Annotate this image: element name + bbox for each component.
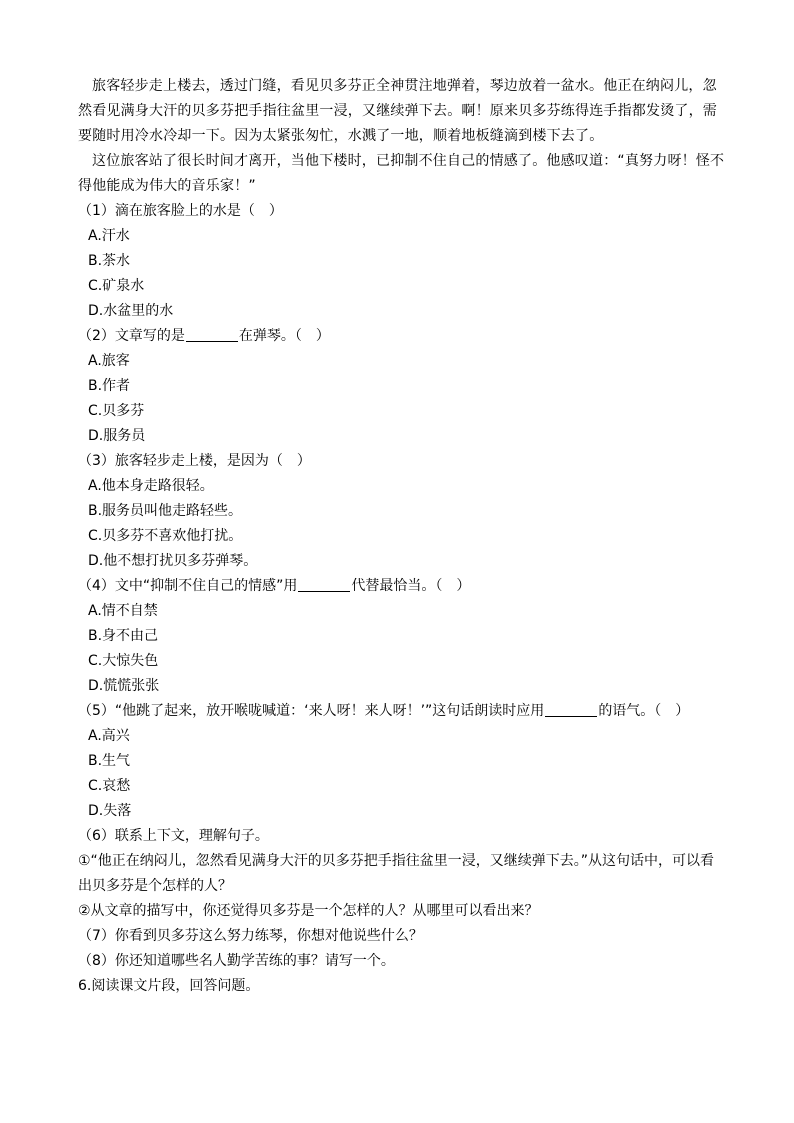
question-3-option-b: B.服务员叫他走路轻些。	[88, 503, 243, 519]
question-3-option-d: D.他不想打扰贝多芬弹琴。	[88, 553, 258, 569]
question-1-option-a: A.汗水	[88, 228, 130, 244]
question-5-option-b: B.生气	[88, 753, 131, 769]
question-2-option-a: A.旅客	[88, 353, 130, 369]
question-6-stem: （6）联系上下文，理解句子。	[78, 828, 269, 844]
question-4-stem: （4）文中“抑制不住自己的情感”用 代替最恰当。（ ）	[78, 578, 471, 594]
question-5-stem: （5）“他跳了起来，放开喉咙喊道：‘来人呀！来人呀！’”这句话朗读时应用 的语气。（ ）	[78, 703, 690, 719]
answer-blank	[545, 702, 597, 717]
question-4-option-a: A.情不自禁	[88, 603, 158, 619]
question-4-option-b: B.身不由己	[88, 628, 159, 644]
question-6-sub-1-line-2: 出贝多芬是个怎样的人？	[78, 878, 232, 894]
question-5	[78, 699, 728, 824]
question-6	[78, 824, 728, 924]
passage-paragraph-2: 这位旅客站了很长时间才离开，当他下楼时，已抑制不住自己的情感了。他感叹道：“真努力呀！怪不得他能成为伟大的音乐家！”	[78, 153, 725, 194]
question-1-option-b: B.茶水	[88, 253, 131, 269]
next-question-heading: 6.阅读课文片段，回答问题。	[78, 978, 260, 994]
passage-paragraph-1: 旅客轻步走上楼去，透过门缝，看见贝多芬正全神贯注地弹着，琴边放着一盆水。他正在纳闷儿，忽然看见满身大汗的贝多芬把手指往盆里一浸，又继续弹下去。啊！原来贝多芬练得连手指都发烫了，需要随时用冷水冷却一下。因为太紧张匆忙，水溅了一地，顺着地板缝滴到楼下去了。	[78, 78, 717, 144]
question-2-option-b: B.作者	[88, 378, 131, 394]
question-6-sub-2: ②从文章的描写中，你还觉得贝多芬是一个怎样的人？从哪里可以看出来？	[78, 903, 539, 919]
question-1-stem: （1）滴在旅客脸上的水是（ ）	[78, 203, 283, 219]
question-2	[78, 324, 728, 449]
question-5-option-a: A.高兴	[88, 728, 130, 744]
answer-blank	[186, 327, 238, 342]
question-5-option-d: D.失落	[88, 803, 132, 819]
question-1-option-c: C.矿泉水	[88, 278, 145, 294]
question-1	[78, 199, 728, 324]
question-3	[78, 449, 728, 574]
question-4	[78, 574, 728, 699]
document-page	[78, 74, 728, 999]
question-4-option-c: C.大惊失色	[88, 653, 159, 669]
question-5-option-c: C.哀愁	[88, 778, 131, 794]
question-1-option-d: D.水盆里的水	[88, 303, 174, 319]
question-8-stem: （8）你还知道哪些名人勤学苦练的事？请写一个。	[78, 953, 395, 969]
question-3-stem: （3）旅客轻步走上楼，是因为（ ）	[78, 453, 311, 469]
question-3-option-a: A.他本身走路很轻。	[88, 478, 214, 494]
question-4-option-d: D.慌慌张张	[88, 678, 160, 694]
answer-blank	[298, 577, 350, 592]
question-2-option-d: D.服务员	[88, 428, 146, 444]
question-2-stem: （2）文章写的是 在弹琴。（ ）	[78, 328, 330, 344]
question-2-option-c: C.贝多芬	[88, 403, 145, 419]
question-6-sub-1-line-1: ①“他正在纳闷儿，忽然看见满身大汗的贝多芬把手指往盆里一浸，又继续弹下去。”从这句话中，可以看	[78, 853, 715, 869]
question-7-stem: （7）你看到贝多芬这么努力练琴，你想对他说些什么？	[78, 928, 423, 944]
question-3-option-c: C.贝多芬不喜欢他打扰。	[88, 528, 243, 544]
